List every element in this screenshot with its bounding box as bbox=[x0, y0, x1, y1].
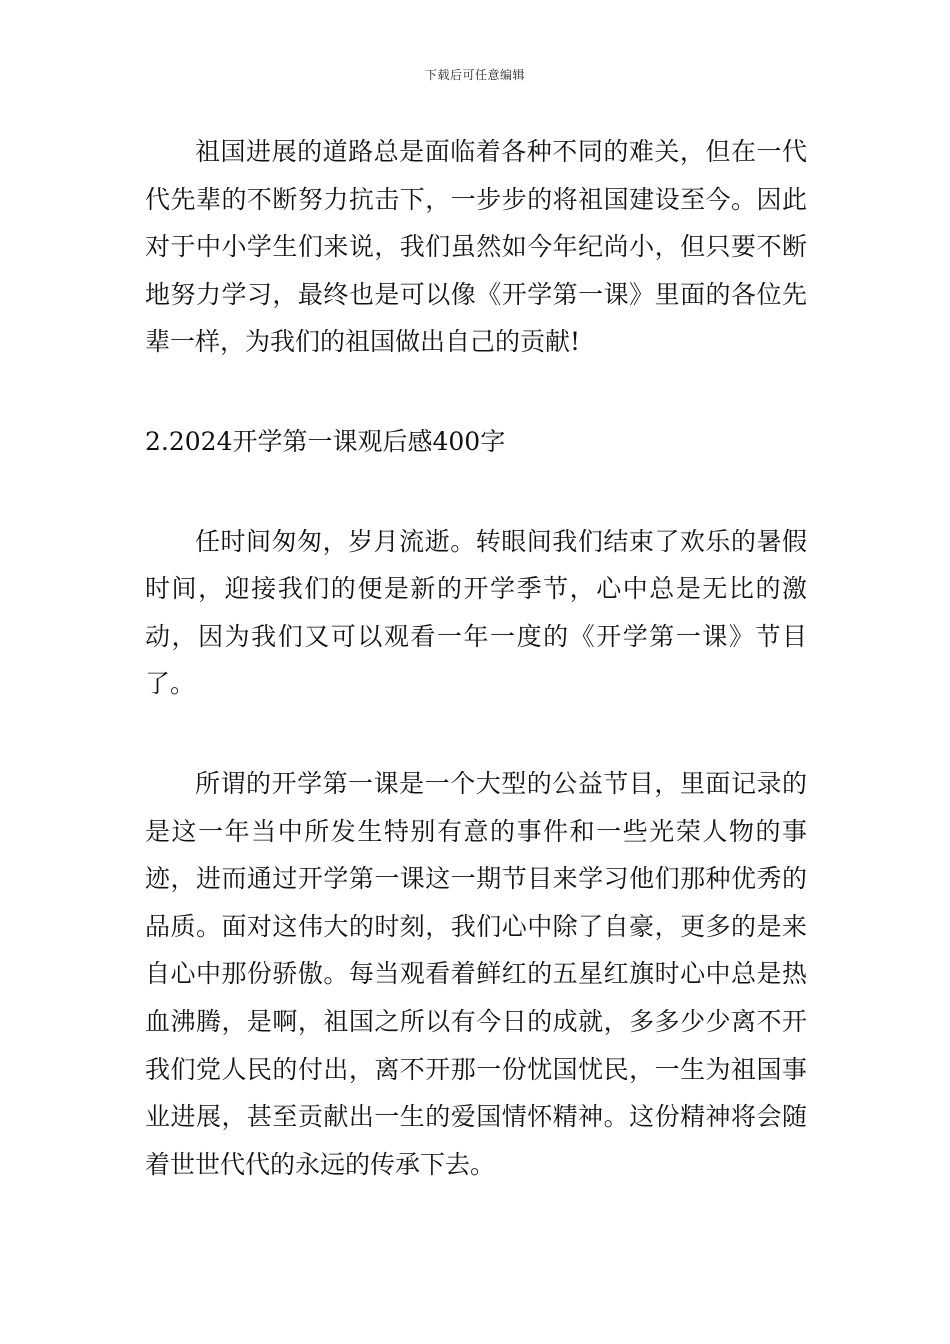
section-heading-2: 2.2024开学第一课观后感400字 bbox=[145, 426, 506, 456]
header-note: 下载后可任意编辑 bbox=[424, 68, 525, 82]
paragraph-2: 任时间匆匆，岁月流逝。转眼间我们结束了欢乐的暑假时间，迎接我们的便是新的开学季节，心中总是无比的激动，因为我们又可以观看一年一度的《开学第一课》节目了。 bbox=[145, 526, 807, 699]
paragraph-3: 所谓的开学第一课是一个大型的公益节目，里面记录的是这一年当中所发生特别有意的事件和一些光荣人物的事迹，进而通过开学第一课这一期节目来学习他们那种优秀的品质。面对这伟大的时刻，我们心中除了自豪，更多的是来自心中那份骄傲。每当观看着鲜红的五星红旗时心中总是热血沸腾，是啊，祖国之所以有今日的成就，多多少少离不开我们党人民的付出，离不开那一份忧国忧民，一生为祖国事业进展，甚至贡献出一生的爱国情怀精神。这份精神将会随着世世代代的永远的传承下去。 bbox=[145, 768, 807, 1179]
document-body bbox=[145, 128, 807, 1188]
paragraph-1: 祖国进展的道路总是面临着各种不同的难关，但在一代代先辈的不断努力抗击下，一步步的将祖国建设至今。因此对于中小学生们来说，我们虽然如今年纪尚小，但只要不断地努力学习，最终也是可以像《开学第一课》里面的各位先辈一样，为我们的祖国做出自己的贡献! bbox=[145, 137, 807, 357]
